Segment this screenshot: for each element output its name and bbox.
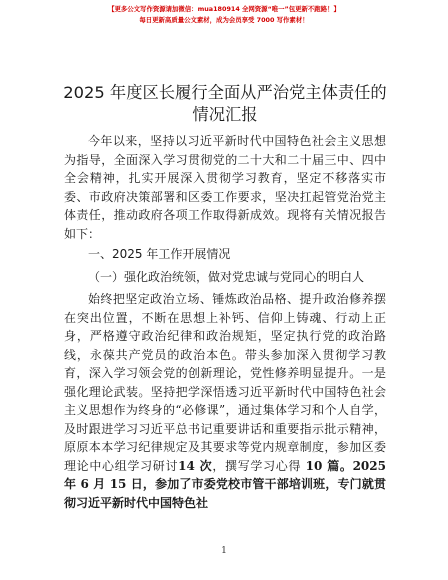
body-paragraph	[64, 290, 386, 512]
paragraph-text-2: ，撰写学习心得	[212, 458, 306, 473]
document-title: 2025 年度区长履行全面从严治党主体责任的情况汇报	[63, 83, 387, 124]
intro-paragraph: 今年以来，坚持以习近平新时代中国特色社会主义思想为指导，全面深入学习贯彻党的二十大和二十届三中、四中全会精神，扎实开展深入贯彻学习教育，坚定不移落实市委、市政府决策部署和区委工作要求，坚决扛起管党治党主体责任，推动政府各项工作取得新成效。现将有关情况报告如下：	[64, 134, 386, 241]
paragraph-text: 始终把坚定政治立场、锤炼政治品格、提升政治修养摆在突出位置，不断在思想上补钙、信仰上铸魂、行动上正身，严格遵守政治纪律和政治规矩，坚定执行党的政治路线，永葆共产党员的政治本色。带头参加深入贯彻学习教育，深入学习领会党的创新理论，党性修养明显提升。一是强化理论武装。坚持把学深悟透习近平新时代中国特色社会主义思想作为终身的“必修课”，通过集体学习和个人自学，及时跟进学习习近平总书记重要讲话和重要指示批示精神，原原本本学习纪律规定及其要求等党内规章制度，参加区委理论中心组学习研讨	[64, 292, 386, 473]
section-heading-1: 一、2025 年工作开展情况	[88, 247, 231, 261]
document-body	[64, 132, 386, 512]
promo-line-2: 每日更新高质量公文素材，成为会员享受 7000 写作素材！	[139, 16, 309, 24]
subsection-heading-1: （一）强化政治统领，做对党忠诚与党同心的明白人	[88, 269, 365, 284]
promo-line-1: 【更多公文写作资源请加微信：mua180914 全网资源“唯一”包更新不跑路！】	[108, 5, 340, 13]
page-number: 1	[221, 546, 227, 556]
study-count: 14 次	[178, 458, 213, 473]
essay-count: 10 篇	[305, 458, 340, 473]
promo-banner	[0, 4, 448, 26]
paragraph-text-3: 。2025 年 6 月 15 日，参加了市委党校市管干部培训班，专门就贯彻习近平新时代中国特色社	[64, 458, 386, 510]
